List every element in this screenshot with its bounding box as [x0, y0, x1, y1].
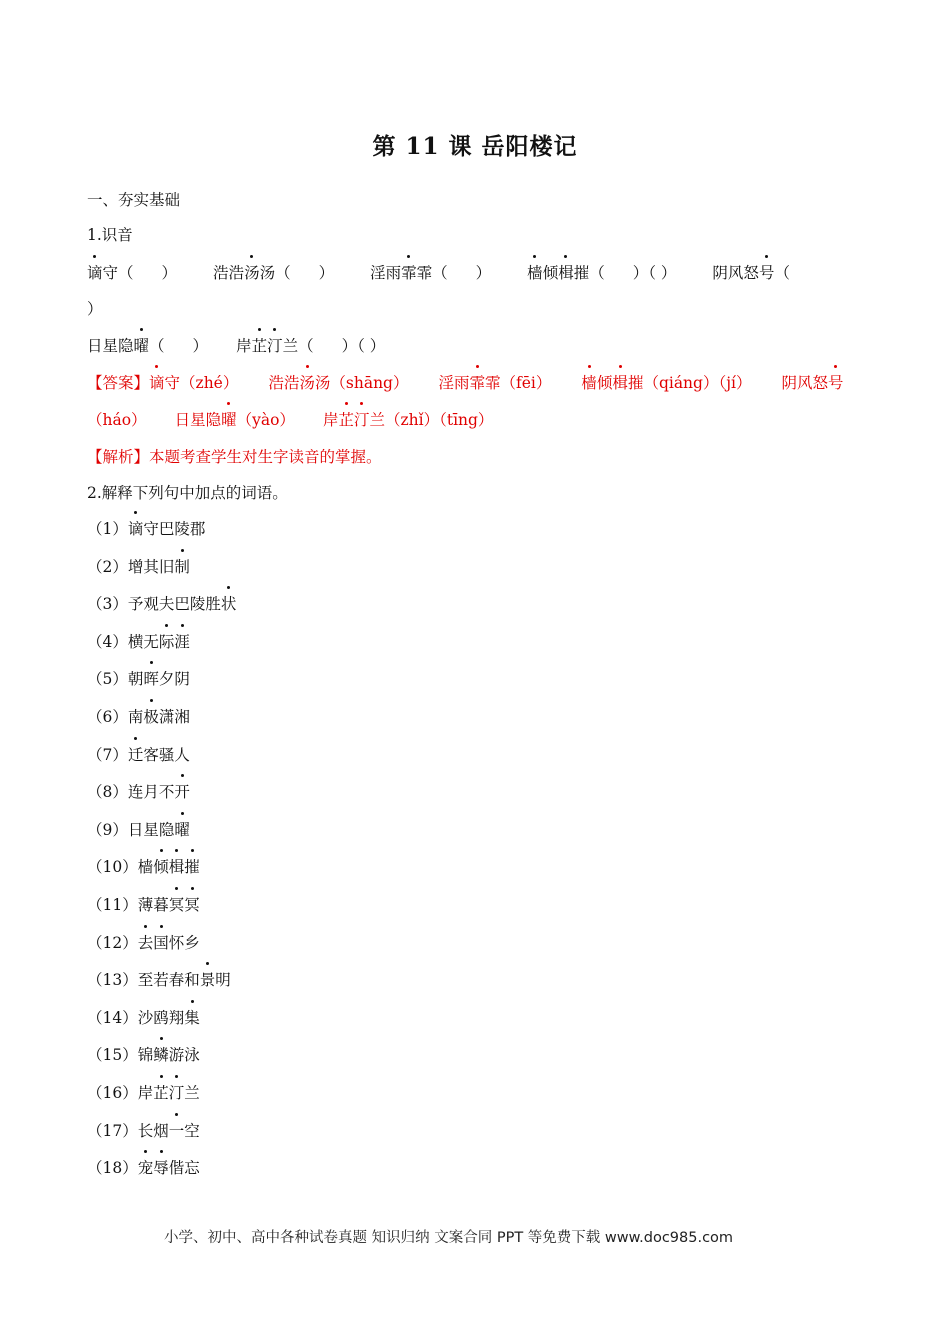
- text: （: [774, 264, 790, 282]
- answer-item: [323, 411, 494, 429]
- answer-label: 【答案】: [87, 374, 150, 392]
- dotted-char: 号: [828, 371, 844, 393]
- analysis-text: 本题考查学生对生字读音的掌握。: [149, 448, 382, 466]
- text: ）: [475, 264, 492, 282]
- text: 汤（: [259, 264, 291, 282]
- list-item: [87, 780, 190, 802]
- item-number: （14）: [87, 1008, 138, 1027]
- item-number: （1）: [87, 520, 128, 538]
- text: 汤（shāng）: [314, 374, 409, 392]
- text: 兰（: [282, 337, 314, 355]
- footer: 小学、初中、高中各种试卷真题 知识归纳 文案合同 PPT 等免费下载 www.doc985.com: [164, 1230, 734, 1246]
- list-item: [87, 1156, 200, 1178]
- text: （: [149, 337, 165, 355]
- dotted-char: 冥: [184, 893, 200, 915]
- text: 守（zhé）: [164, 374, 239, 392]
- dotted-char: 国: [153, 931, 169, 953]
- dotted-char: 芷: [338, 408, 354, 430]
- dotted-char: 倾: [153, 855, 169, 877]
- analysis-label: 【解析】: [87, 448, 150, 466]
- dotted-char: 冥: [169, 893, 185, 915]
- list-item: [87, 1081, 200, 1103]
- text: 客骚人: [143, 745, 190, 764]
- item-number: （13）: [87, 971, 138, 990]
- text: 连月不: [127, 783, 175, 802]
- phonetic-item: [527, 264, 676, 282]
- item-number: （16）: [87, 1084, 138, 1102]
- list-item: [87, 667, 190, 689]
- text: 至若春和: [137, 971, 200, 990]
- text: 明: [215, 971, 231, 990]
- item-number: （5）: [87, 670, 128, 689]
- analysis: [87, 445, 382, 467]
- text: 沙鸥翔: [137, 1008, 185, 1027]
- item-number: （9）: [87, 820, 128, 839]
- text: 锦: [137, 1046, 154, 1065]
- dotted-char: 极: [143, 705, 159, 727]
- list-item: [87, 1006, 200, 1028]
- answer-line1: [87, 371, 874, 393]
- item-number: （17）: [87, 1121, 138, 1140]
- list-item: [87, 931, 200, 953]
- text: 霏（fēi）: [485, 374, 552, 392]
- text: 偕忘: [168, 1159, 200, 1178]
- dotted-char: 霏: [470, 371, 486, 393]
- dotted-char: 一: [169, 1119, 185, 1141]
- dotted-char: 开: [174, 780, 190, 802]
- text: 樯: [137, 858, 154, 877]
- text: 摧（qiáng）（jí）: [627, 374, 752, 392]
- text: ）: [318, 264, 335, 282]
- list-item: [87, 743, 190, 765]
- text: 薄暮: [137, 896, 169, 914]
- text: 守巴陵郡: [143, 520, 206, 538]
- text: ）: [192, 337, 209, 355]
- section-heading: 一、夯实基础: [87, 191, 181, 209]
- text: ）（ ）: [632, 264, 677, 282]
- dotted-char: 曜: [134, 334, 150, 356]
- question-2-label: 2.解释下列句中加点的词语。: [87, 484, 288, 502]
- question-1-label: 1.识音: [87, 226, 133, 244]
- text: 横无: [127, 632, 159, 651]
- dotted-char: 汀: [267, 334, 283, 356]
- text: 淫雨: [370, 264, 402, 282]
- list-item: [87, 968, 231, 990]
- item-number: （2）: [87, 557, 128, 576]
- text: 日星隐: [87, 337, 134, 355]
- phonetic-item: [213, 264, 334, 282]
- q1-items-line1: [87, 261, 826, 283]
- text: 浩浩: [213, 264, 245, 282]
- dotted-char: 谪: [149, 371, 165, 393]
- list-item: [87, 592, 236, 614]
- text: 阴风怒: [781, 374, 828, 392]
- item-number: （8）: [87, 783, 128, 802]
- text: （yào）: [236, 411, 295, 429]
- item-number: （6）: [87, 708, 128, 726]
- dotted-char: 樯: [581, 371, 597, 393]
- q1-items-line2: [87, 334, 413, 356]
- phonetic-item: [712, 264, 790, 282]
- dotted-char: 制: [174, 555, 190, 577]
- item-number: （10）: [87, 858, 138, 877]
- page-title: 第 11 课 岳阳楼记: [372, 133, 578, 160]
- phonetic-item: [370, 264, 491, 282]
- dotted-char: 芷: [153, 1081, 169, 1103]
- text: ）（ ）: [341, 337, 386, 355]
- answer-line2: [87, 408, 521, 430]
- dotted-char: 宠: [138, 1156, 154, 1178]
- dotted-char: 楫: [558, 261, 574, 283]
- dotted-char: 曜: [221, 408, 237, 430]
- dotted-char: 号: [759, 261, 775, 283]
- dotted-char: 摧: [184, 855, 200, 877]
- dotted-char: 集: [184, 1006, 200, 1028]
- text: 摧（: [573, 264, 605, 282]
- text: 潇湘: [158, 708, 190, 726]
- dotted-char: 状: [221, 592, 237, 614]
- answer-item: [438, 374, 551, 392]
- answer-item: [781, 374, 843, 392]
- dotted-char: 曜: [174, 818, 190, 840]
- dotted-char: 霏: [401, 261, 417, 283]
- list-item: [87, 705, 190, 727]
- q1-wrap: ）: [87, 300, 103, 318]
- text: 兰: [184, 1084, 200, 1102]
- dotted-char: 汤: [299, 371, 315, 393]
- text: 夕阴: [158, 670, 190, 689]
- dotted-char: 楫: [612, 371, 628, 393]
- dotted-char: 汤: [244, 261, 260, 283]
- answer-item: [175, 411, 295, 429]
- list-item: [87, 855, 200, 877]
- text: 朝: [127, 670, 144, 689]
- dotted-char: 去: [138, 931, 154, 953]
- answer-item: [581, 374, 751, 392]
- text: 空: [184, 1121, 200, 1140]
- text: 岸: [322, 411, 339, 429]
- list-item: [87, 517, 205, 539]
- text: 岸: [137, 1084, 154, 1102]
- text: 南: [127, 708, 144, 726]
- item-number: （18）: [87, 1159, 138, 1178]
- dotted-char: 樯: [527, 261, 543, 283]
- dotted-char: 汀: [354, 408, 370, 430]
- text: 游泳: [168, 1046, 200, 1065]
- text: 长烟: [137, 1121, 169, 1140]
- answer-item: [268, 374, 408, 392]
- dotted-char: 芷: [252, 334, 268, 356]
- text: 守（: [102, 264, 134, 282]
- text: 兰（zhǐ）（tīng）: [369, 411, 494, 429]
- phonetic-item: [87, 264, 177, 282]
- dotted-char: 辱: [153, 1156, 169, 1178]
- dotted-char: 楫: [169, 855, 185, 877]
- dotted-char: 谪: [87, 261, 103, 283]
- text: 日星隐: [174, 411, 222, 429]
- phonetic-item: [236, 337, 385, 355]
- text: 倾: [542, 264, 559, 282]
- phonetic-item: [87, 337, 208, 355]
- list-item: [87, 1119, 200, 1141]
- item-number: （11）: [87, 896, 138, 914]
- list-item: [87, 1043, 200, 1065]
- item-number: （4）: [87, 632, 128, 651]
- item-number: （3）: [87, 595, 128, 614]
- text: （háo）: [87, 411, 147, 429]
- item-number: （12）: [87, 933, 138, 952]
- dotted-char: 鳞: [153, 1043, 169, 1065]
- dotted-char: 谪: [128, 517, 144, 539]
- text: 霏（: [416, 264, 448, 282]
- text: ）: [161, 264, 178, 282]
- answer-item: [87, 411, 147, 429]
- text: 浩浩: [268, 374, 300, 392]
- text: 淫雨: [438, 374, 470, 392]
- text: 予观夫巴陵胜: [127, 595, 221, 614]
- item-number: （15）: [87, 1046, 138, 1065]
- dotted-char: 涯: [174, 630, 190, 652]
- list-item: [87, 555, 190, 577]
- answer-item: [149, 374, 238, 392]
- text: 怀乡: [168, 933, 200, 952]
- text: 增其旧: [127, 557, 175, 576]
- list-item: [87, 893, 200, 915]
- list-item: [87, 818, 190, 840]
- dotted-char: 汀: [169, 1081, 185, 1103]
- text: 阴风怒: [712, 264, 759, 282]
- dotted-char: 迁: [128, 743, 144, 765]
- list-item: [87, 630, 190, 652]
- dotted-char: 景: [200, 968, 216, 990]
- text: 岸: [236, 337, 252, 355]
- dotted-char: 晖: [143, 667, 159, 689]
- dotted-char: 际: [159, 630, 175, 652]
- item-number: （7）: [87, 745, 128, 764]
- text: 日星隐: [127, 820, 175, 839]
- text: 倾: [596, 374, 613, 392]
